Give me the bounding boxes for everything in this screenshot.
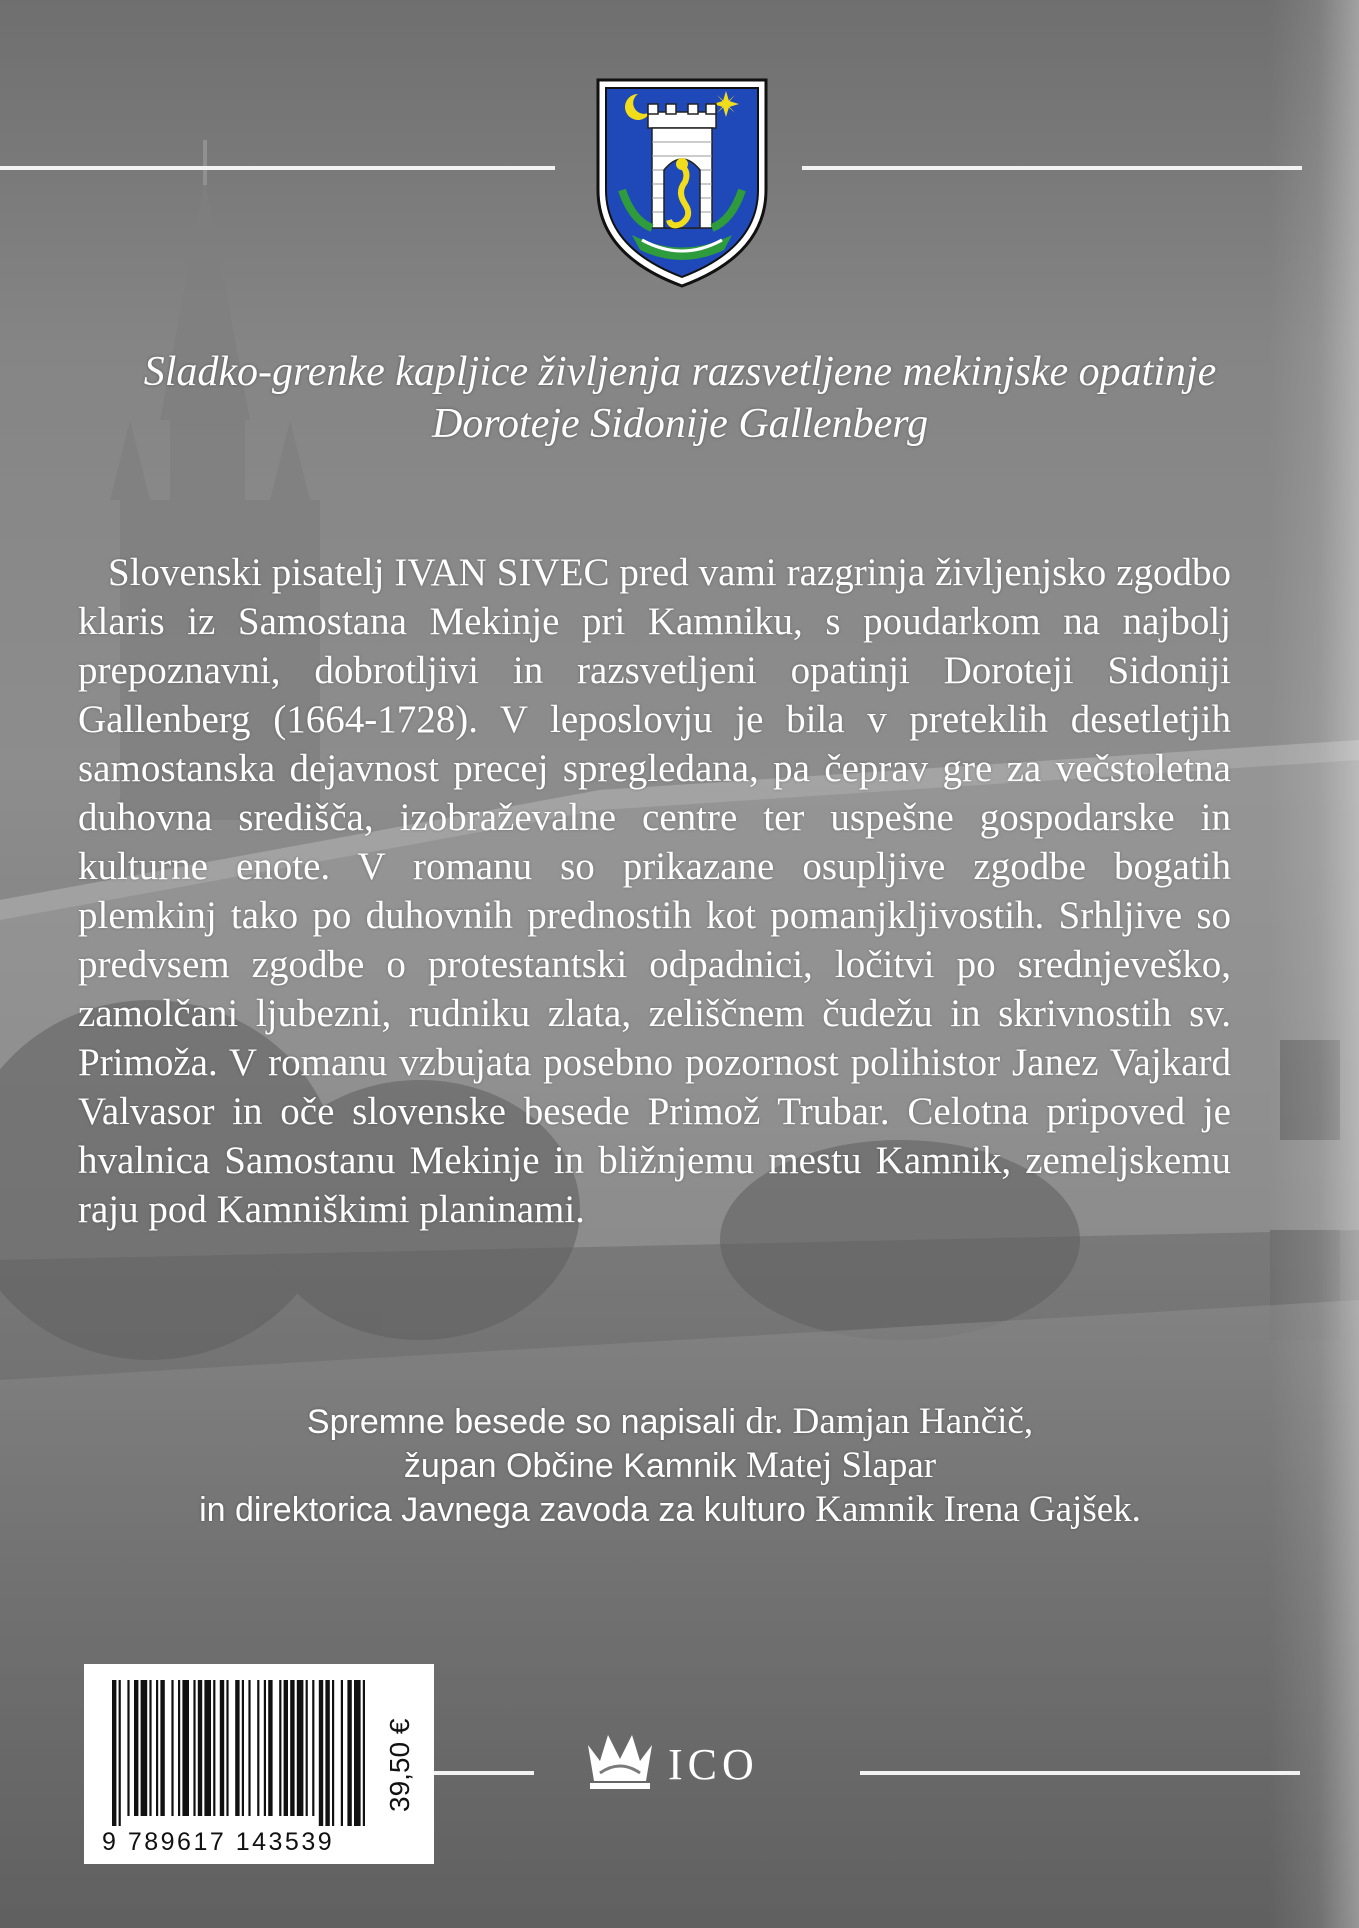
barcode-bar: [127, 1680, 129, 1816]
barcode-bar: [198, 1680, 202, 1816]
barcode-bar: [306, 1680, 308, 1816]
barcode-bar: [268, 1680, 272, 1816]
barcode-bar: [341, 1680, 343, 1826]
barcode-bar: [354, 1680, 361, 1826]
barcode-bar: [220, 1680, 224, 1816]
book-subtitle: [60, 346, 1300, 450]
barcode-bar: [213, 1680, 215, 1816]
barcode-bar: [134, 1680, 138, 1816]
barcode-bar: [141, 1680, 148, 1816]
publisher-name: ICO: [668, 1740, 759, 1789]
subtitle-line-1: Sladko-grenke kapljice življenja razsvetljene mekinjske opatinje: [143, 349, 1217, 395]
barcode-bar: [290, 1680, 294, 1816]
isbn-barcode: [84, 1664, 434, 1864]
price-label: 39,50 €: [384, 1718, 415, 1813]
barcode-bar: [297, 1680, 304, 1816]
barcode-bar: [332, 1680, 334, 1826]
barcode-bar: [182, 1680, 189, 1816]
barcode-bar: [363, 1680, 365, 1826]
credits-line-2: [60, 1444, 1280, 1488]
barcode-bar: [119, 1680, 121, 1826]
credits-line-1-text: Spremne besede so napisali: [306, 1403, 746, 1441]
barcode-bar: [242, 1680, 244, 1816]
barcode-bar: [235, 1680, 239, 1816]
kamnik-coat-of-arms-icon: [592, 70, 772, 292]
barcode-bar: [248, 1680, 250, 1816]
credits-name-slapar: Matej Slapar: [746, 1445, 937, 1486]
barcode-bar: [149, 1680, 151, 1816]
isbn-number: 9 789617 143539: [102, 1828, 335, 1856]
spine-edge-shading: [1269, 0, 1359, 1928]
top-rule-right: [802, 166, 1302, 170]
barcode-bar: [325, 1680, 329, 1826]
subtitle-line-2: Doroteje Sidonije Gallenberg: [431, 401, 929, 447]
barcode-bar: [160, 1680, 164, 1816]
barcode-bar: [284, 1680, 288, 1816]
barcode-bar: [178, 1680, 180, 1816]
barcode-bar: [193, 1680, 195, 1816]
credits-line-2-text: župan Občine Kamnik: [403, 1447, 746, 1485]
credits-name-gajsek: Kamnik Irena Gajšek.: [815, 1489, 1141, 1530]
barcode-bar: [319, 1680, 323, 1826]
credits-line-3: [60, 1488, 1280, 1532]
barcode-bar: [112, 1680, 116, 1826]
barcode-bar: [171, 1680, 173, 1816]
barcode-bar: [226, 1680, 228, 1816]
crown-logo-icon: [580, 1725, 660, 1797]
book-blurb: Slovenski pisatelj IVAN SIVEC pred vami razgrinja življenjsko zgodbo klaris iz Samostana Mekinje pri Kamniku, s poudarkom na najbolj prepoznavni, dobrotljivi in razsvetljeni opatinji Doroteji Sidoniji Gallenberg (1664-1728). V leposlovju je bila v preteklih desetletjih samostanska dejavnost precej spregledana, pa čeprav gre za večstoletna duhovna središča, izobraževalne centre ter uspešne gospodarske in kulturne enote. V romanu so prikazane osupljive zgodbe bogatih plemkinj tako po duhovnih prednostih kot pomanjkljivostih. Srhljive so predvsem zgodbe o protestantski odpadnici, ločitvi po srednjeveško, zamolčani ljubezni, rudniku zlata, zeliščnem čudežu in skrivnostih sv. Primoža. V romanu vzbujata posebno pozornost polihistor Janez Vajkard Valvasor in oče slovenske besede Primož Trubar. Celotna pripoved je hvalnica Samostanu Mekinje in bližnjemu mestu Kamnik, zemeljskemu raju pod Kamniškimi planinami.: [78, 551, 1231, 1231]
credits-name-hancic: dr. Damjan Hančič,: [745, 1401, 1034, 1442]
barcode-bar: [264, 1680, 266, 1816]
barcode-bar: [312, 1680, 314, 1816]
bottom-rule-right: [860, 1771, 1300, 1775]
barcode-bar: [257, 1680, 259, 1816]
barcode-bars: [108, 1680, 368, 1826]
barcode-bar: [204, 1680, 211, 1816]
barcode-bar: [279, 1680, 281, 1816]
credits-line-1: [60, 1400, 1280, 1444]
credits-line-3-text: in direktorica Javnega zavoda za kulturo: [199, 1491, 816, 1529]
publisher-mark: [580, 1725, 820, 1805]
barcode-bar: [156, 1680, 158, 1816]
bottom-rule-left: [434, 1771, 534, 1775]
foreword-credits: [60, 1400, 1280, 1532]
barcode-bar: [347, 1680, 351, 1826]
top-rule-left: [0, 166, 555, 170]
